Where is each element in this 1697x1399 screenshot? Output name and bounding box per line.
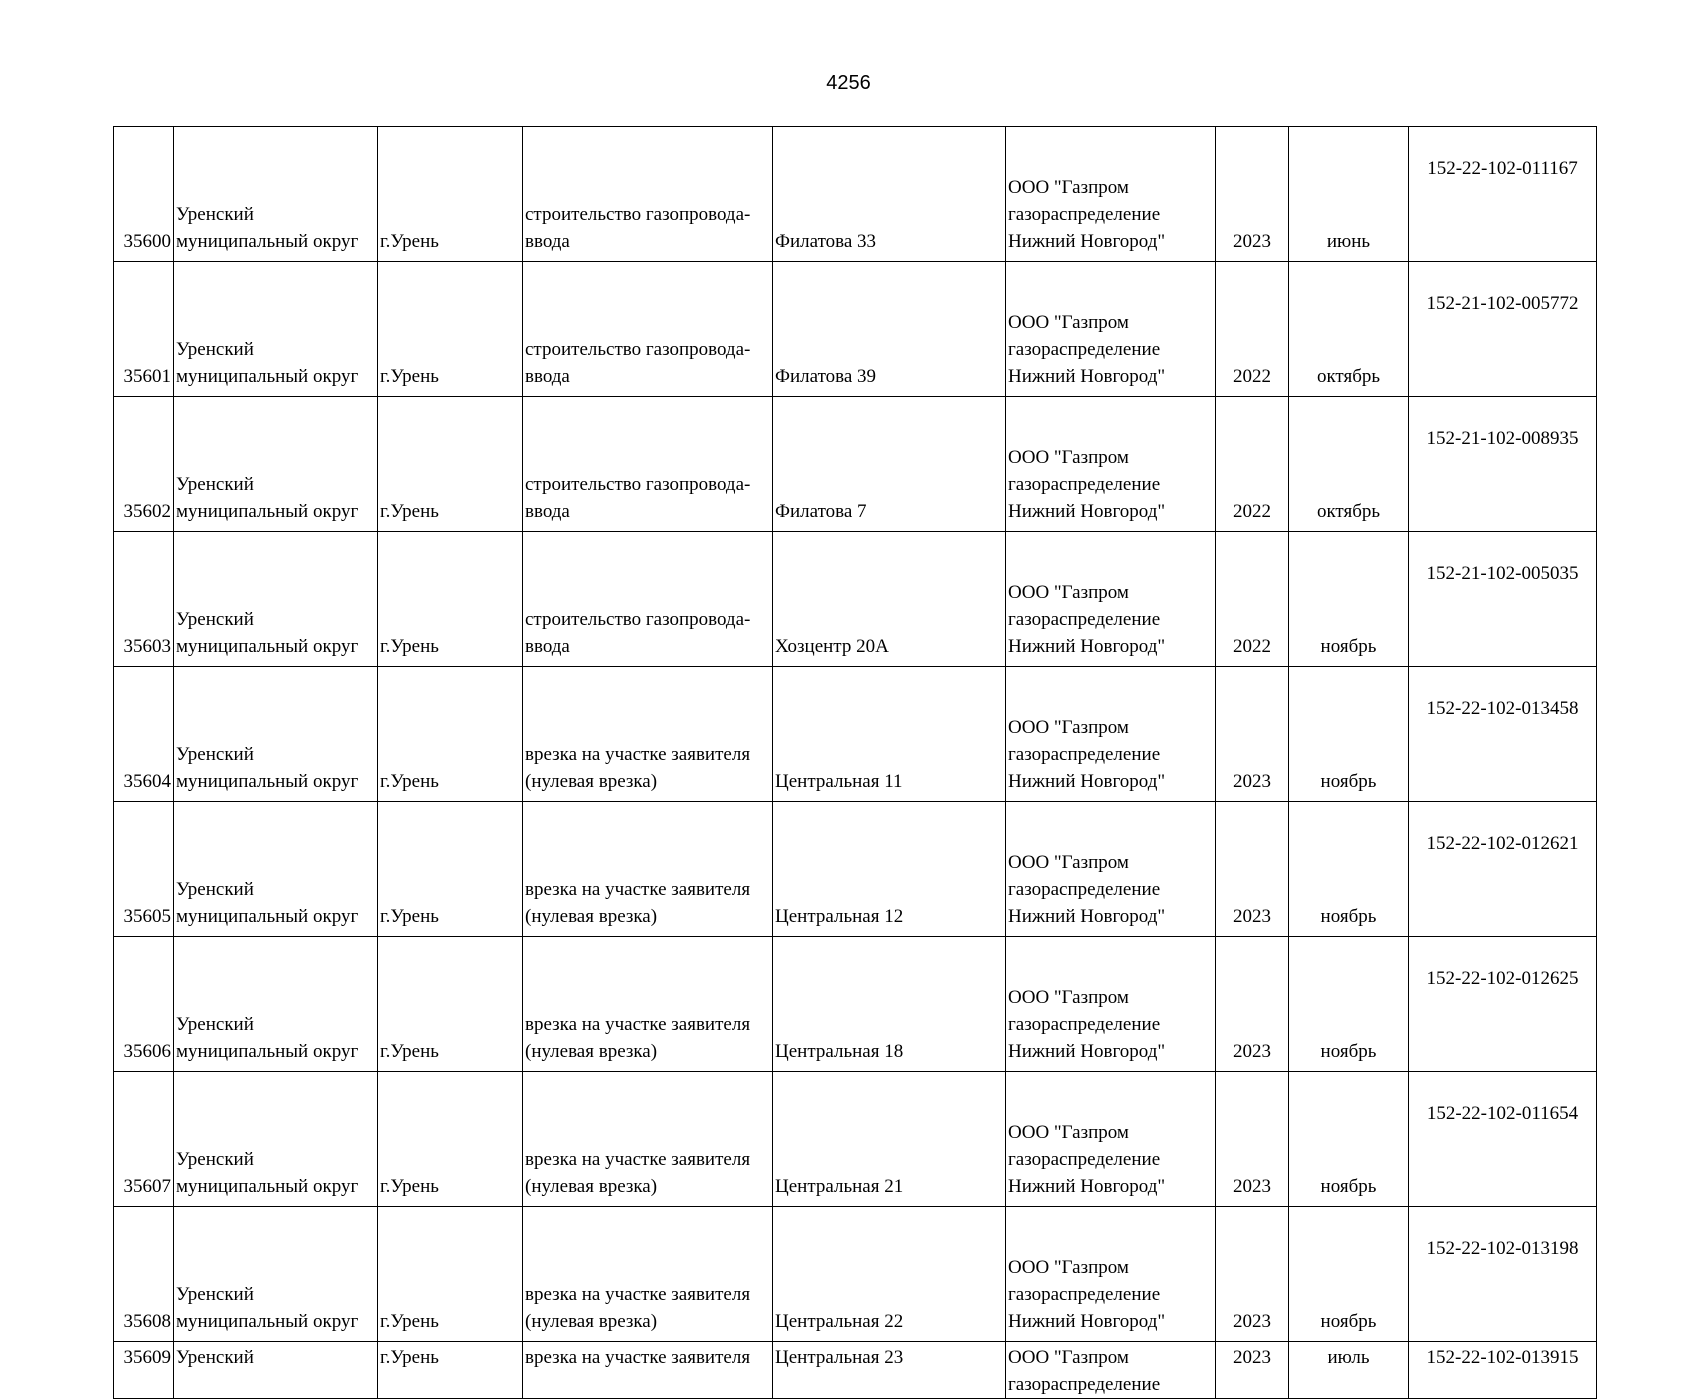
- organization-cell-line: газораспределение: [1008, 204, 1161, 225]
- address-cell: Филатова 7: [773, 397, 1006, 532]
- district-cell: [174, 1207, 378, 1342]
- request-code-cell: 152-22-102-012621: [1409, 802, 1597, 937]
- district-cell-line: Уренский: [176, 744, 254, 765]
- organization-cell: [1006, 937, 1216, 1072]
- district-cell-line: муниципальный округ: [176, 231, 359, 252]
- table-row: [114, 397, 1597, 532]
- page-number: 4256: [826, 72, 871, 94]
- organization-cell: [1006, 1207, 1216, 1342]
- address-cell: Центральная 12: [773, 802, 1006, 937]
- organization-cell-line: ООО "Газпром: [1008, 987, 1129, 1008]
- work-type-cell-line: (нулевая врезка): [525, 906, 658, 927]
- request-code-cell: 152-22-102-011167: [1409, 127, 1597, 262]
- district-cell-line: муниципальный округ: [176, 501, 359, 522]
- request-code-cell: 152-21-102-005772: [1409, 262, 1597, 397]
- district-cell-line: Уренский: [176, 879, 254, 900]
- organization-cell: [1006, 262, 1216, 397]
- address-cell: Хозцентр 20А: [773, 532, 1006, 667]
- district-cell: [174, 802, 378, 937]
- organization-cell-line: Нижний Новгород": [1008, 1311, 1166, 1332]
- address-cell: Филатова 39: [773, 262, 1006, 397]
- work-type-cell-line: (нулевая врезка): [525, 771, 658, 792]
- month-cell: ноябрь: [1289, 1207, 1409, 1342]
- organization-cell-line: Нижний Новгород": [1008, 636, 1166, 657]
- district-cell: [174, 1342, 378, 1399]
- organization-cell-line: ООО "Газпром: [1008, 1347, 1129, 1368]
- district-cell-line: муниципальный округ: [176, 1041, 359, 1062]
- month-cell: ноябрь: [1289, 1072, 1409, 1207]
- work-type-cell-line: ввода: [525, 501, 570, 522]
- city-cell: г.Урень: [378, 397, 523, 532]
- work-type-cell-line: врезка на участке заявителя: [525, 1284, 751, 1305]
- organization-cell-line: ООО "Газпром: [1008, 582, 1129, 603]
- organization-cell-line: Нижний Новгород": [1008, 231, 1166, 252]
- year-cell: 2023: [1216, 937, 1289, 1072]
- district-cell: [174, 262, 378, 397]
- address-cell: Центральная 21: [773, 1072, 1006, 1207]
- work-type-cell-line: (нулевая врезка): [525, 1041, 658, 1062]
- year-cell: 2022: [1216, 532, 1289, 667]
- organization-cell-line: ООО "Газпром: [1008, 852, 1129, 873]
- district-cell-line: муниципальный округ: [176, 366, 359, 387]
- organization-cell: [1006, 127, 1216, 262]
- organization-cell-line: ООО "Газпром: [1008, 447, 1129, 468]
- address-cell: Филатова 33: [773, 127, 1006, 262]
- year-cell: 2023: [1216, 1207, 1289, 1342]
- organization-cell-line: ООО "Газпром: [1008, 312, 1129, 333]
- district-cell-line: муниципальный округ: [176, 1176, 359, 1197]
- row-number: 35602: [114, 397, 174, 532]
- organization-cell: [1006, 532, 1216, 667]
- work-type-cell-line: врезка на участке заявителя: [525, 744, 751, 765]
- work-type-cell-line: (нулевая врезка): [525, 1311, 658, 1332]
- month-cell: октябрь: [1289, 262, 1409, 397]
- district-cell-line: Уренский: [176, 609, 254, 630]
- district-cell-line: Уренский: [176, 1149, 254, 1170]
- work-type-cell: [523, 667, 773, 802]
- row-number: 35600: [114, 127, 174, 262]
- address-cell: Центральная 18: [773, 937, 1006, 1072]
- city-cell: г.Урень: [378, 667, 523, 802]
- request-code-cell: 152-21-102-008935: [1409, 397, 1597, 532]
- row-number: 35606: [114, 937, 174, 1072]
- district-cell: [174, 532, 378, 667]
- year-cell: 2023: [1216, 127, 1289, 262]
- city-cell: г.Урень: [378, 1342, 523, 1399]
- organization-cell-line: газораспределение: [1008, 1374, 1161, 1395]
- year-cell: 2022: [1216, 397, 1289, 532]
- month-cell: ноябрь: [1289, 802, 1409, 937]
- address-cell: Центральная 11: [773, 667, 1006, 802]
- work-type-cell: [523, 937, 773, 1072]
- table-row: [114, 532, 1597, 667]
- request-code-cell: 152-22-102-013915: [1409, 1342, 1597, 1399]
- month-cell: октябрь: [1289, 397, 1409, 532]
- organization-cell-line: Нижний Новгород": [1008, 771, 1166, 792]
- work-type-cell: [523, 397, 773, 532]
- work-type-cell: [523, 532, 773, 667]
- request-code-cell: 152-21-102-005035: [1409, 532, 1597, 667]
- work-type-cell-line: ввода: [525, 366, 570, 387]
- table-row: [114, 937, 1597, 1072]
- organization-cell-line: газораспределение: [1008, 1014, 1161, 1035]
- request-code-cell: 152-22-102-013198: [1409, 1207, 1597, 1342]
- organization-cell-line: Нижний Новгород": [1008, 1176, 1166, 1197]
- row-number: 35601: [114, 262, 174, 397]
- organization-cell-line: Нижний Новгород": [1008, 1041, 1166, 1062]
- organization-cell: [1006, 1072, 1216, 1207]
- row-number: 35604: [114, 667, 174, 802]
- year-cell: 2023: [1216, 1342, 1289, 1399]
- district-cell: [174, 937, 378, 1072]
- organization-cell: [1006, 802, 1216, 937]
- organization-cell-line: газораспределение: [1008, 744, 1161, 765]
- table-row: [114, 262, 1597, 397]
- row-number: 35607: [114, 1072, 174, 1207]
- table-row: [114, 1342, 1597, 1399]
- row-number: 35608: [114, 1207, 174, 1342]
- month-cell: июль: [1289, 1342, 1409, 1399]
- work-type-cell-line: ввода: [525, 231, 570, 252]
- district-cell-line: Уренский: [176, 1014, 254, 1035]
- district-cell-line: Уренский: [176, 1284, 254, 1305]
- table-row: [114, 127, 1597, 262]
- organization-cell-line: газораспределение: [1008, 339, 1161, 360]
- organization-cell: [1006, 1342, 1216, 1399]
- organization-cell-line: Нижний Новгород": [1008, 906, 1166, 927]
- work-type-cell: [523, 802, 773, 937]
- city-cell: г.Урень: [378, 127, 523, 262]
- city-cell: г.Урень: [378, 802, 523, 937]
- month-cell: ноябрь: [1289, 532, 1409, 667]
- district-cell-line: Уренский: [176, 1347, 254, 1368]
- district-cell-line: муниципальный округ: [176, 636, 359, 657]
- organization-cell-line: газораспределение: [1008, 1149, 1161, 1170]
- work-type-cell-line: врезка на участке заявителя: [525, 879, 751, 900]
- month-cell: ноябрь: [1289, 667, 1409, 802]
- district-cell-line: Уренский: [176, 339, 254, 360]
- city-cell: г.Урень: [378, 532, 523, 667]
- work-type-cell-line: врезка на участке заявителя: [525, 1014, 751, 1035]
- work-type-cell: [523, 1207, 773, 1342]
- table-row: [114, 667, 1597, 802]
- organization-cell-line: Нижний Новгород": [1008, 501, 1166, 522]
- work-type-cell-line: строительство газопровода-: [525, 474, 751, 495]
- request-code-cell: 152-22-102-011654: [1409, 1072, 1597, 1207]
- work-type-cell-line: (нулевая врезка): [525, 1176, 658, 1197]
- work-type-cell-line: строительство газопровода-: [525, 609, 751, 630]
- work-type-cell: [523, 1342, 773, 1399]
- district-cell-line: муниципальный округ: [176, 906, 359, 927]
- work-type-cell-line: врезка на участке заявителя: [525, 1149, 751, 1170]
- organization-cell-line: газораспределение: [1008, 609, 1161, 630]
- organization-cell-line: ООО "Газпром: [1008, 177, 1129, 198]
- organization-cell: [1006, 667, 1216, 802]
- organization-cell-line: ООО "Газпром: [1008, 1122, 1129, 1143]
- organization-cell: [1006, 397, 1216, 532]
- work-type-cell: [523, 262, 773, 397]
- work-type-cell-line: строительство газопровода-: [525, 204, 751, 225]
- request-code-cell: 152-22-102-013458: [1409, 667, 1597, 802]
- district-cell-line: муниципальный округ: [176, 1311, 359, 1332]
- row-number: 35609: [114, 1342, 174, 1399]
- city-cell: г.Урень: [378, 1207, 523, 1342]
- address-cell: Центральная 23: [773, 1342, 1006, 1399]
- request-code-cell: 152-22-102-012625: [1409, 937, 1597, 1072]
- organization-cell-line: газораспределение: [1008, 474, 1161, 495]
- city-cell: г.Урень: [378, 262, 523, 397]
- year-cell: 2023: [1216, 667, 1289, 802]
- address-cell: Центральная 22: [773, 1207, 1006, 1342]
- district-cell: [174, 397, 378, 532]
- district-cell-line: Уренский: [176, 474, 254, 495]
- work-type-cell-line: врезка на участке заявителя: [525, 1347, 751, 1368]
- registry-table: [113, 126, 1597, 1399]
- work-type-cell: [523, 1072, 773, 1207]
- month-cell: ноябрь: [1289, 937, 1409, 1072]
- work-type-cell-line: строительство газопровода-: [525, 339, 751, 360]
- year-cell: 2022: [1216, 262, 1289, 397]
- district-cell: [174, 127, 378, 262]
- city-cell: г.Урень: [378, 937, 523, 1072]
- table-row: [114, 1207, 1597, 1342]
- row-number: 35605: [114, 802, 174, 937]
- table-body: [114, 127, 1597, 1399]
- organization-cell-line: ООО "Газпром: [1008, 1257, 1129, 1278]
- organization-cell-line: ООО "Газпром: [1008, 717, 1129, 738]
- district-cell: [174, 667, 378, 802]
- organization-cell-line: газораспределение: [1008, 1284, 1161, 1305]
- work-type-cell: [523, 127, 773, 262]
- work-type-cell-line: ввода: [525, 636, 570, 657]
- table-row: [114, 802, 1597, 937]
- month-cell: июнь: [1289, 127, 1409, 262]
- year-cell: 2023: [1216, 1072, 1289, 1207]
- city-cell: г.Урень: [378, 1072, 523, 1207]
- table-row: [114, 1072, 1597, 1207]
- district-cell-line: муниципальный округ: [176, 771, 359, 792]
- organization-cell-line: газораспределение: [1008, 879, 1161, 900]
- district-cell: [174, 1072, 378, 1207]
- district-cell-line: Уренский: [176, 204, 254, 225]
- year-cell: 2023: [1216, 802, 1289, 937]
- row-number: 35603: [114, 532, 174, 667]
- organization-cell-line: Нижний Новгород": [1008, 366, 1166, 387]
